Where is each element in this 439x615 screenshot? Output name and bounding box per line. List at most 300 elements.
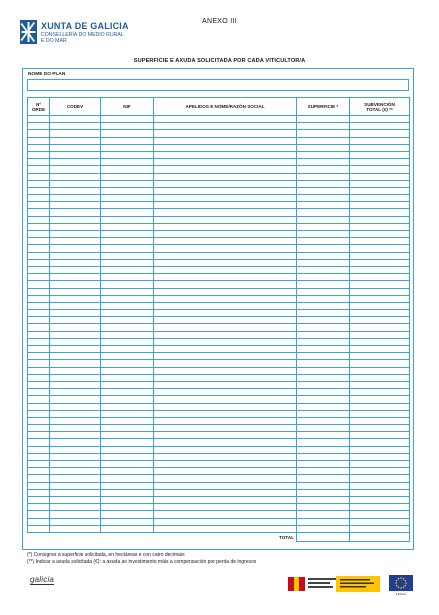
table-cell-surface[interactable] <box>297 245 350 252</box>
table-cell-surface[interactable] <box>297 159 350 166</box>
table-cell-subsidy[interactable] <box>350 360 410 367</box>
table-cell-order[interactable] <box>28 302 50 309</box>
table-cell-codev[interactable] <box>50 324 101 331</box>
table-cell-name[interactable] <box>154 410 297 417</box>
table-cell-order[interactable] <box>28 367 50 374</box>
table-cell-nif[interactable] <box>101 338 154 345</box>
table-cell-codev[interactable] <box>50 367 101 374</box>
table-cell-nif[interactable] <box>101 173 154 180</box>
table-cell-order[interactable] <box>28 144 50 151</box>
table-cell-order[interactable] <box>28 238 50 245</box>
table-cell-name[interactable] <box>154 288 297 295</box>
table-cell-order[interactable] <box>28 274 50 281</box>
table-cell-subsidy[interactable] <box>350 446 410 453</box>
table-cell-nif[interactable] <box>101 202 154 209</box>
table-cell-order[interactable] <box>28 468 50 475</box>
table-cell-name[interactable] <box>154 353 297 360</box>
table-cell-order[interactable] <box>28 346 50 353</box>
table-cell-subsidy[interactable] <box>350 173 410 180</box>
table-cell-codev[interactable] <box>50 353 101 360</box>
table-cell-order[interactable] <box>28 187 50 194</box>
table-cell-subsidy[interactable] <box>350 180 410 187</box>
table-cell-nif[interactable] <box>101 396 154 403</box>
table-cell-order[interactable] <box>28 173 50 180</box>
table-cell-order[interactable] <box>28 295 50 302</box>
table-cell-order[interactable] <box>28 252 50 259</box>
table-cell-nif[interactable] <box>101 231 154 238</box>
table-cell-order[interactable] <box>28 116 50 123</box>
table-cell-nif[interactable] <box>101 504 154 511</box>
table-cell-nif[interactable] <box>101 324 154 331</box>
table-cell-surface[interactable] <box>297 511 350 518</box>
plan-name-field[interactable] <box>27 79 409 91</box>
table-cell-subsidy[interactable] <box>350 489 410 496</box>
table-cell-name[interactable] <box>154 173 297 180</box>
table-cell-nif[interactable] <box>101 195 154 202</box>
table-cell-order[interactable] <box>28 180 50 187</box>
table-cell-codev[interactable] <box>50 453 101 460</box>
table-cell-name[interactable] <box>154 116 297 123</box>
table-cell-nif[interactable] <box>101 123 154 130</box>
table-cell-order[interactable] <box>28 432 50 439</box>
table-cell-surface[interactable] <box>297 238 350 245</box>
table-cell-surface[interactable] <box>297 518 350 525</box>
table-cell-name[interactable] <box>154 482 297 489</box>
table-cell-codev[interactable] <box>50 468 101 475</box>
table-cell-name[interactable] <box>154 381 297 388</box>
table-cell-codev[interactable] <box>50 374 101 381</box>
table-cell-surface[interactable] <box>297 410 350 417</box>
table-cell-codev[interactable] <box>50 489 101 496</box>
table-cell-codev[interactable] <box>50 461 101 468</box>
table-cell-codev[interactable] <box>50 482 101 489</box>
table-cell-subsidy[interactable] <box>350 374 410 381</box>
table-cell-nif[interactable] <box>101 331 154 338</box>
table-cell-surface[interactable] <box>297 360 350 367</box>
table-cell-codev[interactable] <box>50 259 101 266</box>
table-cell-nif[interactable] <box>101 302 154 309</box>
table-cell-surface[interactable] <box>297 446 350 453</box>
table-cell-order[interactable] <box>28 310 50 317</box>
table-cell-order[interactable] <box>28 353 50 360</box>
table-cell-surface[interactable] <box>297 310 350 317</box>
table-cell-surface[interactable] <box>297 381 350 388</box>
table-cell-nif[interactable] <box>101 461 154 468</box>
table-cell-codev[interactable] <box>50 389 101 396</box>
table-cell-name[interactable] <box>154 518 297 525</box>
table-cell-nif[interactable] <box>101 417 154 424</box>
table-cell-nif[interactable] <box>101 446 154 453</box>
table-cell-nif[interactable] <box>101 288 154 295</box>
table-cell-order[interactable] <box>28 475 50 482</box>
table-cell-subsidy[interactable] <box>350 288 410 295</box>
table-cell-codev[interactable] <box>50 223 101 230</box>
table-cell-order[interactable] <box>28 231 50 238</box>
table-cell-codev[interactable] <box>50 159 101 166</box>
table-cell-order[interactable] <box>28 166 50 173</box>
table-cell-nif[interactable] <box>101 144 154 151</box>
table-cell-order[interactable] <box>28 389 50 396</box>
table-cell-name[interactable] <box>154 137 297 144</box>
table-cell-name[interactable] <box>154 489 297 496</box>
table-cell-name[interactable] <box>154 374 297 381</box>
table-cell-surface[interactable] <box>297 389 350 396</box>
table-cell-codev[interactable] <box>50 381 101 388</box>
table-cell-codev[interactable] <box>50 317 101 324</box>
table-cell-nif[interactable] <box>101 439 154 446</box>
table-cell-codev[interactable] <box>50 331 101 338</box>
table-cell-surface[interactable] <box>297 266 350 273</box>
table-cell-name[interactable] <box>154 202 297 209</box>
table-cell-nif[interactable] <box>101 468 154 475</box>
table-cell-subsidy[interactable] <box>350 295 410 302</box>
table-cell-order[interactable] <box>28 331 50 338</box>
table-cell-name[interactable] <box>154 123 297 130</box>
table-cell-nif[interactable] <box>101 238 154 245</box>
table-cell-order[interactable] <box>28 216 50 223</box>
table-cell-subsidy[interactable] <box>350 518 410 525</box>
table-cell-name[interactable] <box>154 432 297 439</box>
table-cell-nif[interactable] <box>101 180 154 187</box>
table-cell-name[interactable] <box>154 144 297 151</box>
table-cell-nif[interactable] <box>101 389 154 396</box>
table-cell-subsidy[interactable] <box>350 389 410 396</box>
table-cell-order[interactable] <box>28 511 50 518</box>
table-cell-subsidy[interactable] <box>350 223 410 230</box>
table-cell-name[interactable] <box>154 310 297 317</box>
table-cell-codev[interactable] <box>50 360 101 367</box>
table-cell-order[interactable] <box>28 439 50 446</box>
table-cell-nif[interactable] <box>101 274 154 281</box>
table-cell-nif[interactable] <box>101 381 154 388</box>
table-cell-codev[interactable] <box>50 245 101 252</box>
table-cell-codev[interactable] <box>50 209 101 216</box>
table-cell-nif[interactable] <box>101 209 154 216</box>
table-cell-subsidy[interactable] <box>350 432 410 439</box>
table-cell-order[interactable] <box>28 453 50 460</box>
table-cell-name[interactable] <box>154 439 297 446</box>
table-cell-order[interactable] <box>28 130 50 137</box>
table-cell-name[interactable] <box>154 525 297 532</box>
table-cell-codev[interactable] <box>50 511 101 518</box>
table-cell-nif[interactable] <box>101 166 154 173</box>
table-cell-subsidy[interactable] <box>350 396 410 403</box>
table-cell-nif[interactable] <box>101 360 154 367</box>
table-cell-name[interactable] <box>154 223 297 230</box>
table-cell-order[interactable] <box>28 403 50 410</box>
table-cell-codev[interactable] <box>50 137 101 144</box>
table-cell-subsidy[interactable] <box>350 482 410 489</box>
table-cell-surface[interactable] <box>297 374 350 381</box>
table-cell-nif[interactable] <box>101 482 154 489</box>
table-cell-name[interactable] <box>154 245 297 252</box>
table-cell-codev[interactable] <box>50 425 101 432</box>
table-cell-codev[interactable] <box>50 252 101 259</box>
table-cell-nif[interactable] <box>101 317 154 324</box>
table-cell-name[interactable] <box>154 231 297 238</box>
table-cell-codev[interactable] <box>50 274 101 281</box>
table-cell-subsidy[interactable] <box>350 410 410 417</box>
table-cell-order[interactable] <box>28 446 50 453</box>
table-cell-surface[interactable] <box>297 130 350 137</box>
table-cell-nif[interactable] <box>101 518 154 525</box>
table-cell-subsidy[interactable] <box>350 453 410 460</box>
table-cell-name[interactable] <box>154 367 297 374</box>
table-cell-nif[interactable] <box>101 310 154 317</box>
table-cell-codev[interactable] <box>50 231 101 238</box>
table-cell-codev[interactable] <box>50 144 101 151</box>
table-cell-subsidy[interactable] <box>350 511 410 518</box>
table-cell-order[interactable] <box>28 281 50 288</box>
table-cell-subsidy[interactable] <box>350 381 410 388</box>
table-cell-name[interactable] <box>154 187 297 194</box>
table-cell-surface[interactable] <box>297 425 350 432</box>
table-cell-order[interactable] <box>28 195 50 202</box>
table-cell-name[interactable] <box>154 511 297 518</box>
table-cell-surface[interactable] <box>297 295 350 302</box>
table-cell-subsidy[interactable] <box>350 439 410 446</box>
table-cell-name[interactable] <box>154 209 297 216</box>
table-cell-subsidy[interactable] <box>350 274 410 281</box>
table-cell-name[interactable] <box>154 360 297 367</box>
table-cell-surface[interactable] <box>297 353 350 360</box>
table-cell-order[interactable] <box>28 396 50 403</box>
table-cell-nif[interactable] <box>101 259 154 266</box>
table-cell-name[interactable] <box>154 403 297 410</box>
table-cell-codev[interactable] <box>50 166 101 173</box>
table-cell-nif[interactable] <box>101 432 154 439</box>
table-cell-nif[interactable] <box>101 410 154 417</box>
table-cell-subsidy[interactable] <box>350 187 410 194</box>
table-cell-subsidy[interactable] <box>350 367 410 374</box>
table-cell-surface[interactable] <box>297 496 350 503</box>
table-cell-order[interactable] <box>28 482 50 489</box>
table-cell-nif[interactable] <box>101 266 154 273</box>
table-cell-name[interactable] <box>154 252 297 259</box>
table-cell-subsidy[interactable] <box>350 425 410 432</box>
table-cell-nif[interactable] <box>101 346 154 353</box>
table-cell-nif[interactable] <box>101 130 154 137</box>
table-cell-nif[interactable] <box>101 496 154 503</box>
table-cell-subsidy[interactable] <box>350 238 410 245</box>
table-cell-codev[interactable] <box>50 116 101 123</box>
table-cell-nif[interactable] <box>101 367 154 374</box>
table-cell-codev[interactable] <box>50 475 101 482</box>
table-cell-surface[interactable] <box>297 123 350 130</box>
table-cell-order[interactable] <box>28 137 50 144</box>
table-cell-name[interactable] <box>154 317 297 324</box>
table-cell-surface[interactable] <box>297 252 350 259</box>
table-cell-codev[interactable] <box>50 202 101 209</box>
table-cell-subsidy[interactable] <box>350 209 410 216</box>
table-cell-subsidy[interactable] <box>350 151 410 158</box>
table-cell-codev[interactable] <box>50 295 101 302</box>
table-cell-surface[interactable] <box>297 166 350 173</box>
table-cell-name[interactable] <box>154 159 297 166</box>
table-cell-nif[interactable] <box>101 511 154 518</box>
table-cell-nif[interactable] <box>101 489 154 496</box>
table-cell-subsidy[interactable] <box>350 468 410 475</box>
table-cell-codev[interactable] <box>50 288 101 295</box>
table-cell-codev[interactable] <box>50 338 101 345</box>
table-cell-surface[interactable] <box>297 144 350 151</box>
table-cell-name[interactable] <box>154 389 297 396</box>
table-cell-subsidy[interactable] <box>350 317 410 324</box>
table-cell-surface[interactable] <box>297 346 350 353</box>
table-cell-name[interactable] <box>154 453 297 460</box>
table-cell-surface[interactable] <box>297 461 350 468</box>
table-cell-surface[interactable] <box>297 489 350 496</box>
table-cell-subsidy[interactable] <box>350 159 410 166</box>
table-cell-codev[interactable] <box>50 396 101 403</box>
table-cell-name[interactable] <box>154 468 297 475</box>
table-cell-subsidy[interactable] <box>350 216 410 223</box>
table-cell-surface[interactable] <box>297 216 350 223</box>
table-cell-order[interactable] <box>28 259 50 266</box>
table-cell-order[interactable] <box>28 159 50 166</box>
table-cell-surface[interactable] <box>297 231 350 238</box>
table-cell-surface[interactable] <box>297 180 350 187</box>
table-cell-nif[interactable] <box>101 159 154 166</box>
table-cell-order[interactable] <box>28 151 50 158</box>
table-cell-order[interactable] <box>28 317 50 324</box>
total-surface-cell[interactable] <box>297 532 350 541</box>
table-cell-surface[interactable] <box>297 432 350 439</box>
table-cell-nif[interactable] <box>101 453 154 460</box>
table-cell-nif[interactable] <box>101 425 154 432</box>
table-cell-nif[interactable] <box>101 216 154 223</box>
table-cell-nif[interactable] <box>101 116 154 123</box>
table-cell-order[interactable] <box>28 223 50 230</box>
table-cell-codev[interactable] <box>50 281 101 288</box>
table-cell-order[interactable] <box>28 461 50 468</box>
table-cell-codev[interactable] <box>50 496 101 503</box>
table-cell-name[interactable] <box>154 504 297 511</box>
table-cell-subsidy[interactable] <box>350 302 410 309</box>
table-cell-name[interactable] <box>154 281 297 288</box>
table-cell-name[interactable] <box>154 180 297 187</box>
table-cell-codev[interactable] <box>50 151 101 158</box>
table-cell-surface[interactable] <box>297 403 350 410</box>
table-cell-codev[interactable] <box>50 195 101 202</box>
table-cell-order[interactable] <box>28 410 50 417</box>
table-cell-name[interactable] <box>154 324 297 331</box>
table-cell-surface[interactable] <box>297 259 350 266</box>
table-cell-surface[interactable] <box>297 195 350 202</box>
table-cell-subsidy[interactable] <box>350 331 410 338</box>
table-cell-order[interactable] <box>28 245 50 252</box>
table-cell-codev[interactable] <box>50 518 101 525</box>
table-cell-subsidy[interactable] <box>350 525 410 532</box>
table-cell-name[interactable] <box>154 274 297 281</box>
table-cell-surface[interactable] <box>297 331 350 338</box>
table-cell-name[interactable] <box>154 446 297 453</box>
table-cell-subsidy[interactable] <box>350 346 410 353</box>
table-cell-nif[interactable] <box>101 223 154 230</box>
table-cell-nif[interactable] <box>101 245 154 252</box>
table-cell-subsidy[interactable] <box>350 310 410 317</box>
table-cell-nif[interactable] <box>101 353 154 360</box>
table-cell-subsidy[interactable] <box>350 266 410 273</box>
table-cell-name[interactable] <box>154 216 297 223</box>
table-cell-codev[interactable] <box>50 504 101 511</box>
table-cell-subsidy[interactable] <box>350 403 410 410</box>
table-cell-codev[interactable] <box>50 439 101 446</box>
table-cell-surface[interactable] <box>297 173 350 180</box>
table-cell-subsidy[interactable] <box>350 259 410 266</box>
table-cell-order[interactable] <box>28 381 50 388</box>
table-cell-surface[interactable] <box>297 137 350 144</box>
table-cell-subsidy[interactable] <box>350 116 410 123</box>
table-cell-surface[interactable] <box>297 324 350 331</box>
table-cell-order[interactable] <box>28 123 50 130</box>
table-cell-name[interactable] <box>154 259 297 266</box>
table-cell-nif[interactable] <box>101 151 154 158</box>
table-cell-codev[interactable] <box>50 266 101 273</box>
table-cell-codev[interactable] <box>50 173 101 180</box>
table-cell-surface[interactable] <box>297 482 350 489</box>
table-cell-subsidy[interactable] <box>350 245 410 252</box>
table-cell-order[interactable] <box>28 496 50 503</box>
table-cell-order[interactable] <box>28 417 50 424</box>
table-cell-subsidy[interactable] <box>350 195 410 202</box>
table-cell-surface[interactable] <box>297 338 350 345</box>
table-cell-order[interactable] <box>28 360 50 367</box>
table-cell-subsidy[interactable] <box>350 461 410 468</box>
table-cell-name[interactable] <box>154 151 297 158</box>
table-cell-surface[interactable] <box>297 396 350 403</box>
table-cell-name[interactable] <box>154 338 297 345</box>
table-cell-codev[interactable] <box>50 525 101 532</box>
table-cell-nif[interactable] <box>101 374 154 381</box>
table-cell-codev[interactable] <box>50 123 101 130</box>
table-cell-nif[interactable] <box>101 475 154 482</box>
table-cell-name[interactable] <box>154 496 297 503</box>
total-subsidy-cell[interactable] <box>350 532 410 541</box>
table-cell-subsidy[interactable] <box>350 231 410 238</box>
table-cell-codev[interactable] <box>50 403 101 410</box>
table-cell-subsidy[interactable] <box>350 338 410 345</box>
table-cell-name[interactable] <box>154 461 297 468</box>
table-cell-surface[interactable] <box>297 453 350 460</box>
table-cell-order[interactable] <box>28 202 50 209</box>
table-cell-nif[interactable] <box>101 137 154 144</box>
table-cell-subsidy[interactable] <box>350 475 410 482</box>
table-cell-order[interactable] <box>28 288 50 295</box>
table-cell-name[interactable] <box>154 238 297 245</box>
table-cell-codev[interactable] <box>50 432 101 439</box>
table-cell-surface[interactable] <box>297 274 350 281</box>
table-cell-name[interactable] <box>154 331 297 338</box>
table-cell-order[interactable] <box>28 209 50 216</box>
table-cell-nif[interactable] <box>101 403 154 410</box>
table-cell-nif[interactable] <box>101 295 154 302</box>
table-cell-subsidy[interactable] <box>350 252 410 259</box>
table-cell-order[interactable] <box>28 504 50 511</box>
table-cell-surface[interactable] <box>297 525 350 532</box>
table-cell-codev[interactable] <box>50 346 101 353</box>
table-cell-name[interactable] <box>154 475 297 482</box>
table-cell-subsidy[interactable] <box>350 130 410 137</box>
table-cell-name[interactable] <box>154 166 297 173</box>
table-cell-codev[interactable] <box>50 302 101 309</box>
table-cell-surface[interactable] <box>297 151 350 158</box>
table-cell-order[interactable] <box>28 525 50 532</box>
table-cell-surface[interactable] <box>297 367 350 374</box>
table-cell-name[interactable] <box>154 295 297 302</box>
table-cell-surface[interactable] <box>297 187 350 194</box>
table-cell-name[interactable] <box>154 425 297 432</box>
